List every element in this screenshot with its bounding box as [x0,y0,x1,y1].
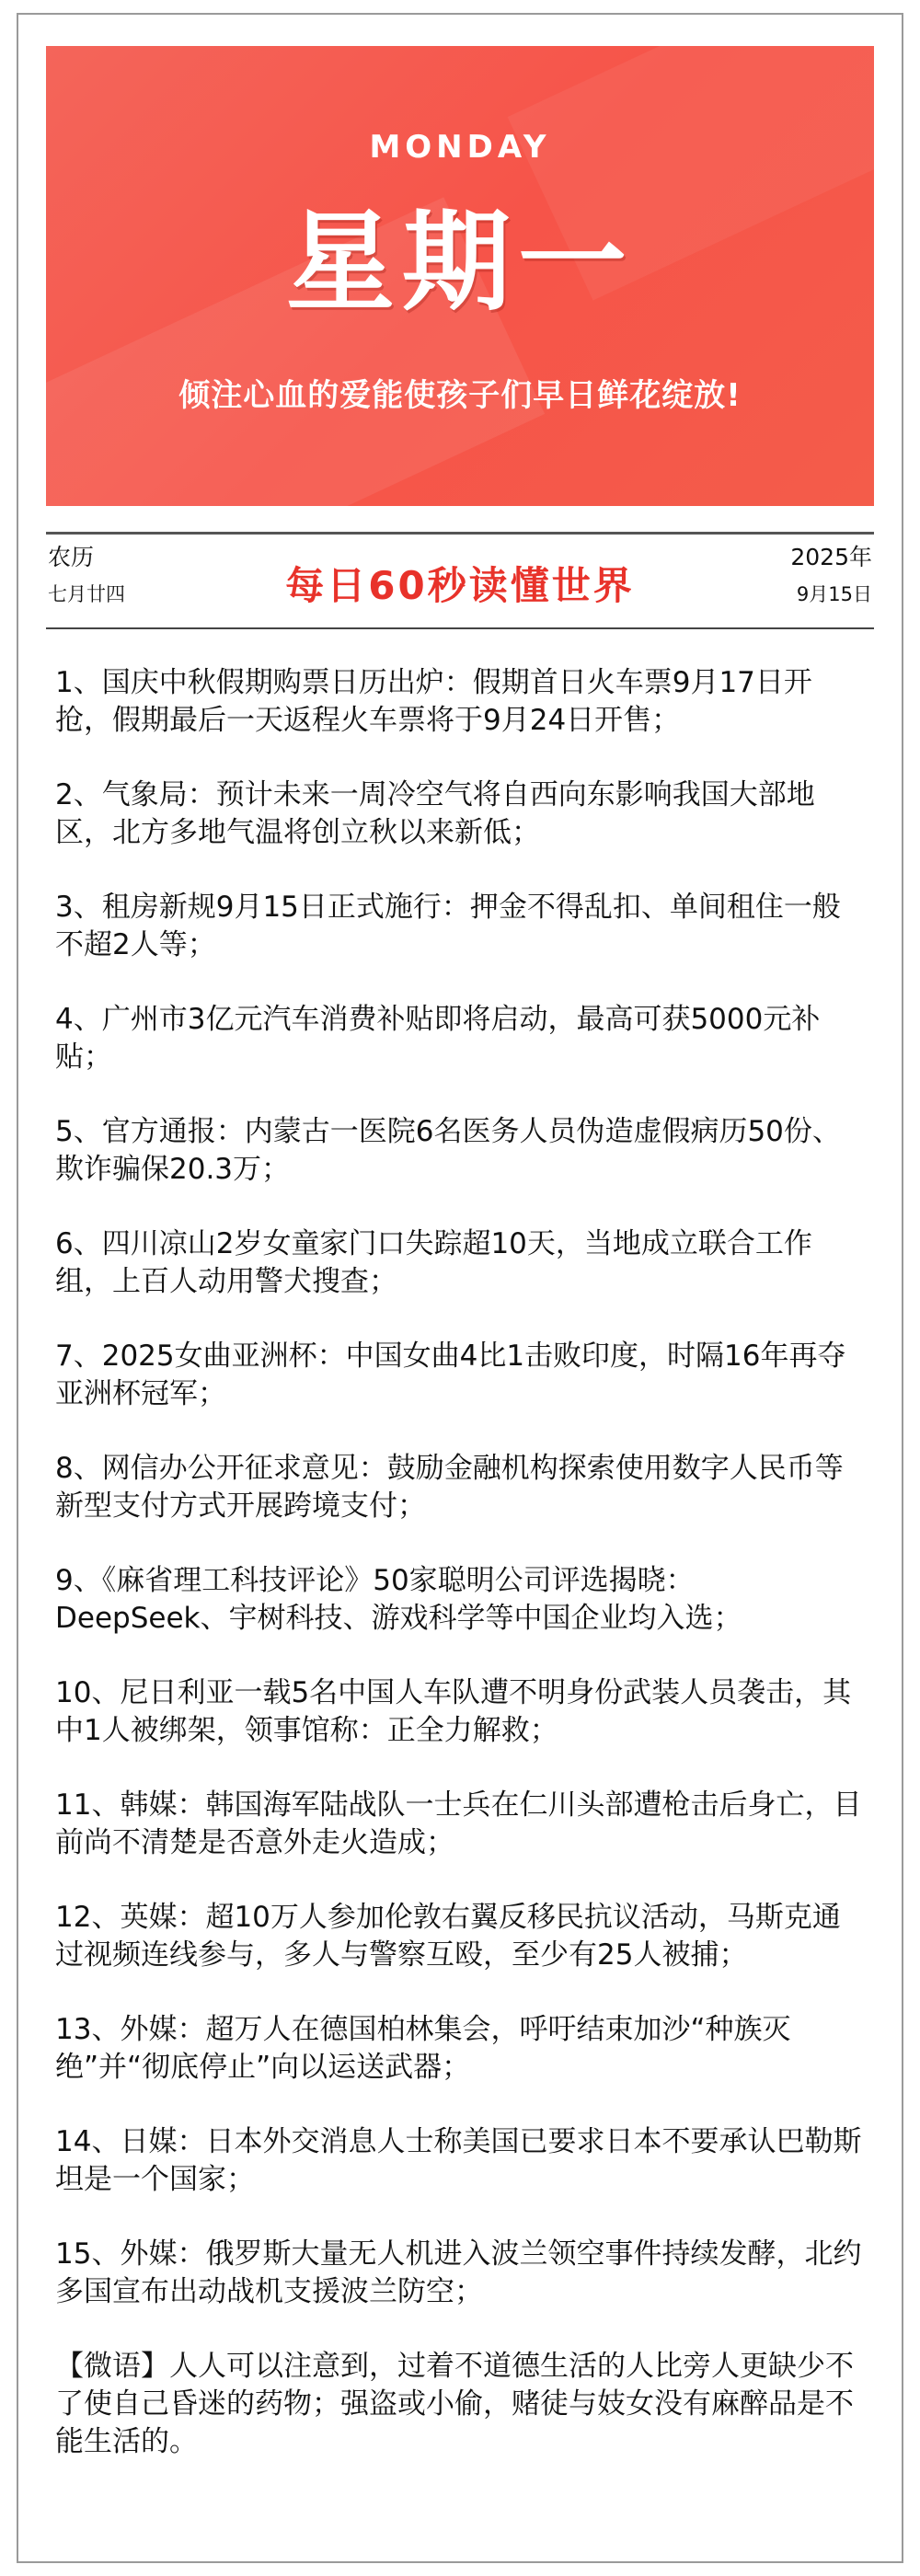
news-item: 10、尼日利亚一载5名中国人车队遭不明身份武装人员袭击，其中1人被绑架，领事馆称：正全力解救； [55,1676,852,1747]
page-title: 每日60秒读懂世界 [285,563,635,608]
news-item: 13、外媒：超万人在德国柏林集会，呼吁结束加沙“种族灭绝”并“彻底停止”向以运送武器； [55,2013,791,2084]
header-divider-top [46,532,874,535]
news-item: 4、广州市3亿元汽车消费补贴即将启动，最高可获5000元补贴； [55,1003,821,1074]
weekday-english: MONDAY [369,129,551,166]
date-label: 9月15日 [796,583,872,605]
lunar-date: 七月廿四 [48,583,125,605]
news-item: 2、气象局：预计未来一周冷空气将自西向东影响我国大部地区，北方多地气温将创立秋以来新低； [55,778,815,849]
daily-quote: 【微语】人人可以注意到，过着不道德生活的人比旁人更缺少不了使自己昏迷的药物；强盗或小偷，赌徒与妓女没有麻醉品是不能生活的。 [55,2350,854,2458]
lunar-label: 农历 [48,544,95,570]
news-item: 15、外媒：俄罗斯大量无人机进入波兰领空事件持续发酵，北约多国宣布出动战机支援波兰防空； [55,2237,862,2308]
banner-slogan: 倾注心血的爱能使孩子们早日鲜花绽放! [178,377,742,414]
year-label: 2025年 [790,544,872,570]
weekday-chinese: 星期一 [285,199,634,326]
news-list [55,664,865,2461]
header-banner [46,46,874,506]
news-item: 6、四川凉山2岁女童家门口失踪超10天，当地成立联合工作组，上百人动用警犬搜查； [55,1227,812,1298]
header-divider-bottom [46,627,874,629]
news-item: 3、租房新规9月15日正式施行：押金不得乱扣、单间租住一般不超2人等； [55,891,841,961]
news-item: 1、国庆中秋假期购票日历出炉：假期首日火车票9月17日开抢，假期最后一天返程火车票将于9月24日开售； [55,666,812,737]
news-item: 11、韩媒：韩国海军陆战队一士兵在仁川头部遭枪击后身亡，目前尚不清楚是否意外走火造成； [55,1788,862,1859]
news-item: 5、官方通报：内蒙古一医院6名医务人员伪造虚假病历50份、欺诈骗保20.3万； [55,1115,841,1186]
gregorian-date-block [790,539,872,613]
news-item: 12、英媒：超10万人参加伦敦右翼反移民抗议活动，马斯克通过视频连线参与，多人与警察互殴，至少有25人被捕； [55,1901,841,1972]
news-item: 8、网信办公开征求意见：鼓励金融机构探索使用数字人民币等新型支付方式开展跨境支付； [55,1452,844,1523]
news-item: 9、《麻省理工科技评论》50家聪明公司评选揭晓：DeepSeek、宇树科技、游戏科学等中国企业均入选； [55,1564,742,1635]
news-item: 7、2025女曲亚洲杯：中国女曲4比1击败印度，时隔16年再夺亚洲杯冠军； [55,1340,846,1410]
news-item: 14、日媒：日本外交消息人士称美国已要求日本不要承认巴勒斯坦是一个国家； [55,2125,862,2196]
